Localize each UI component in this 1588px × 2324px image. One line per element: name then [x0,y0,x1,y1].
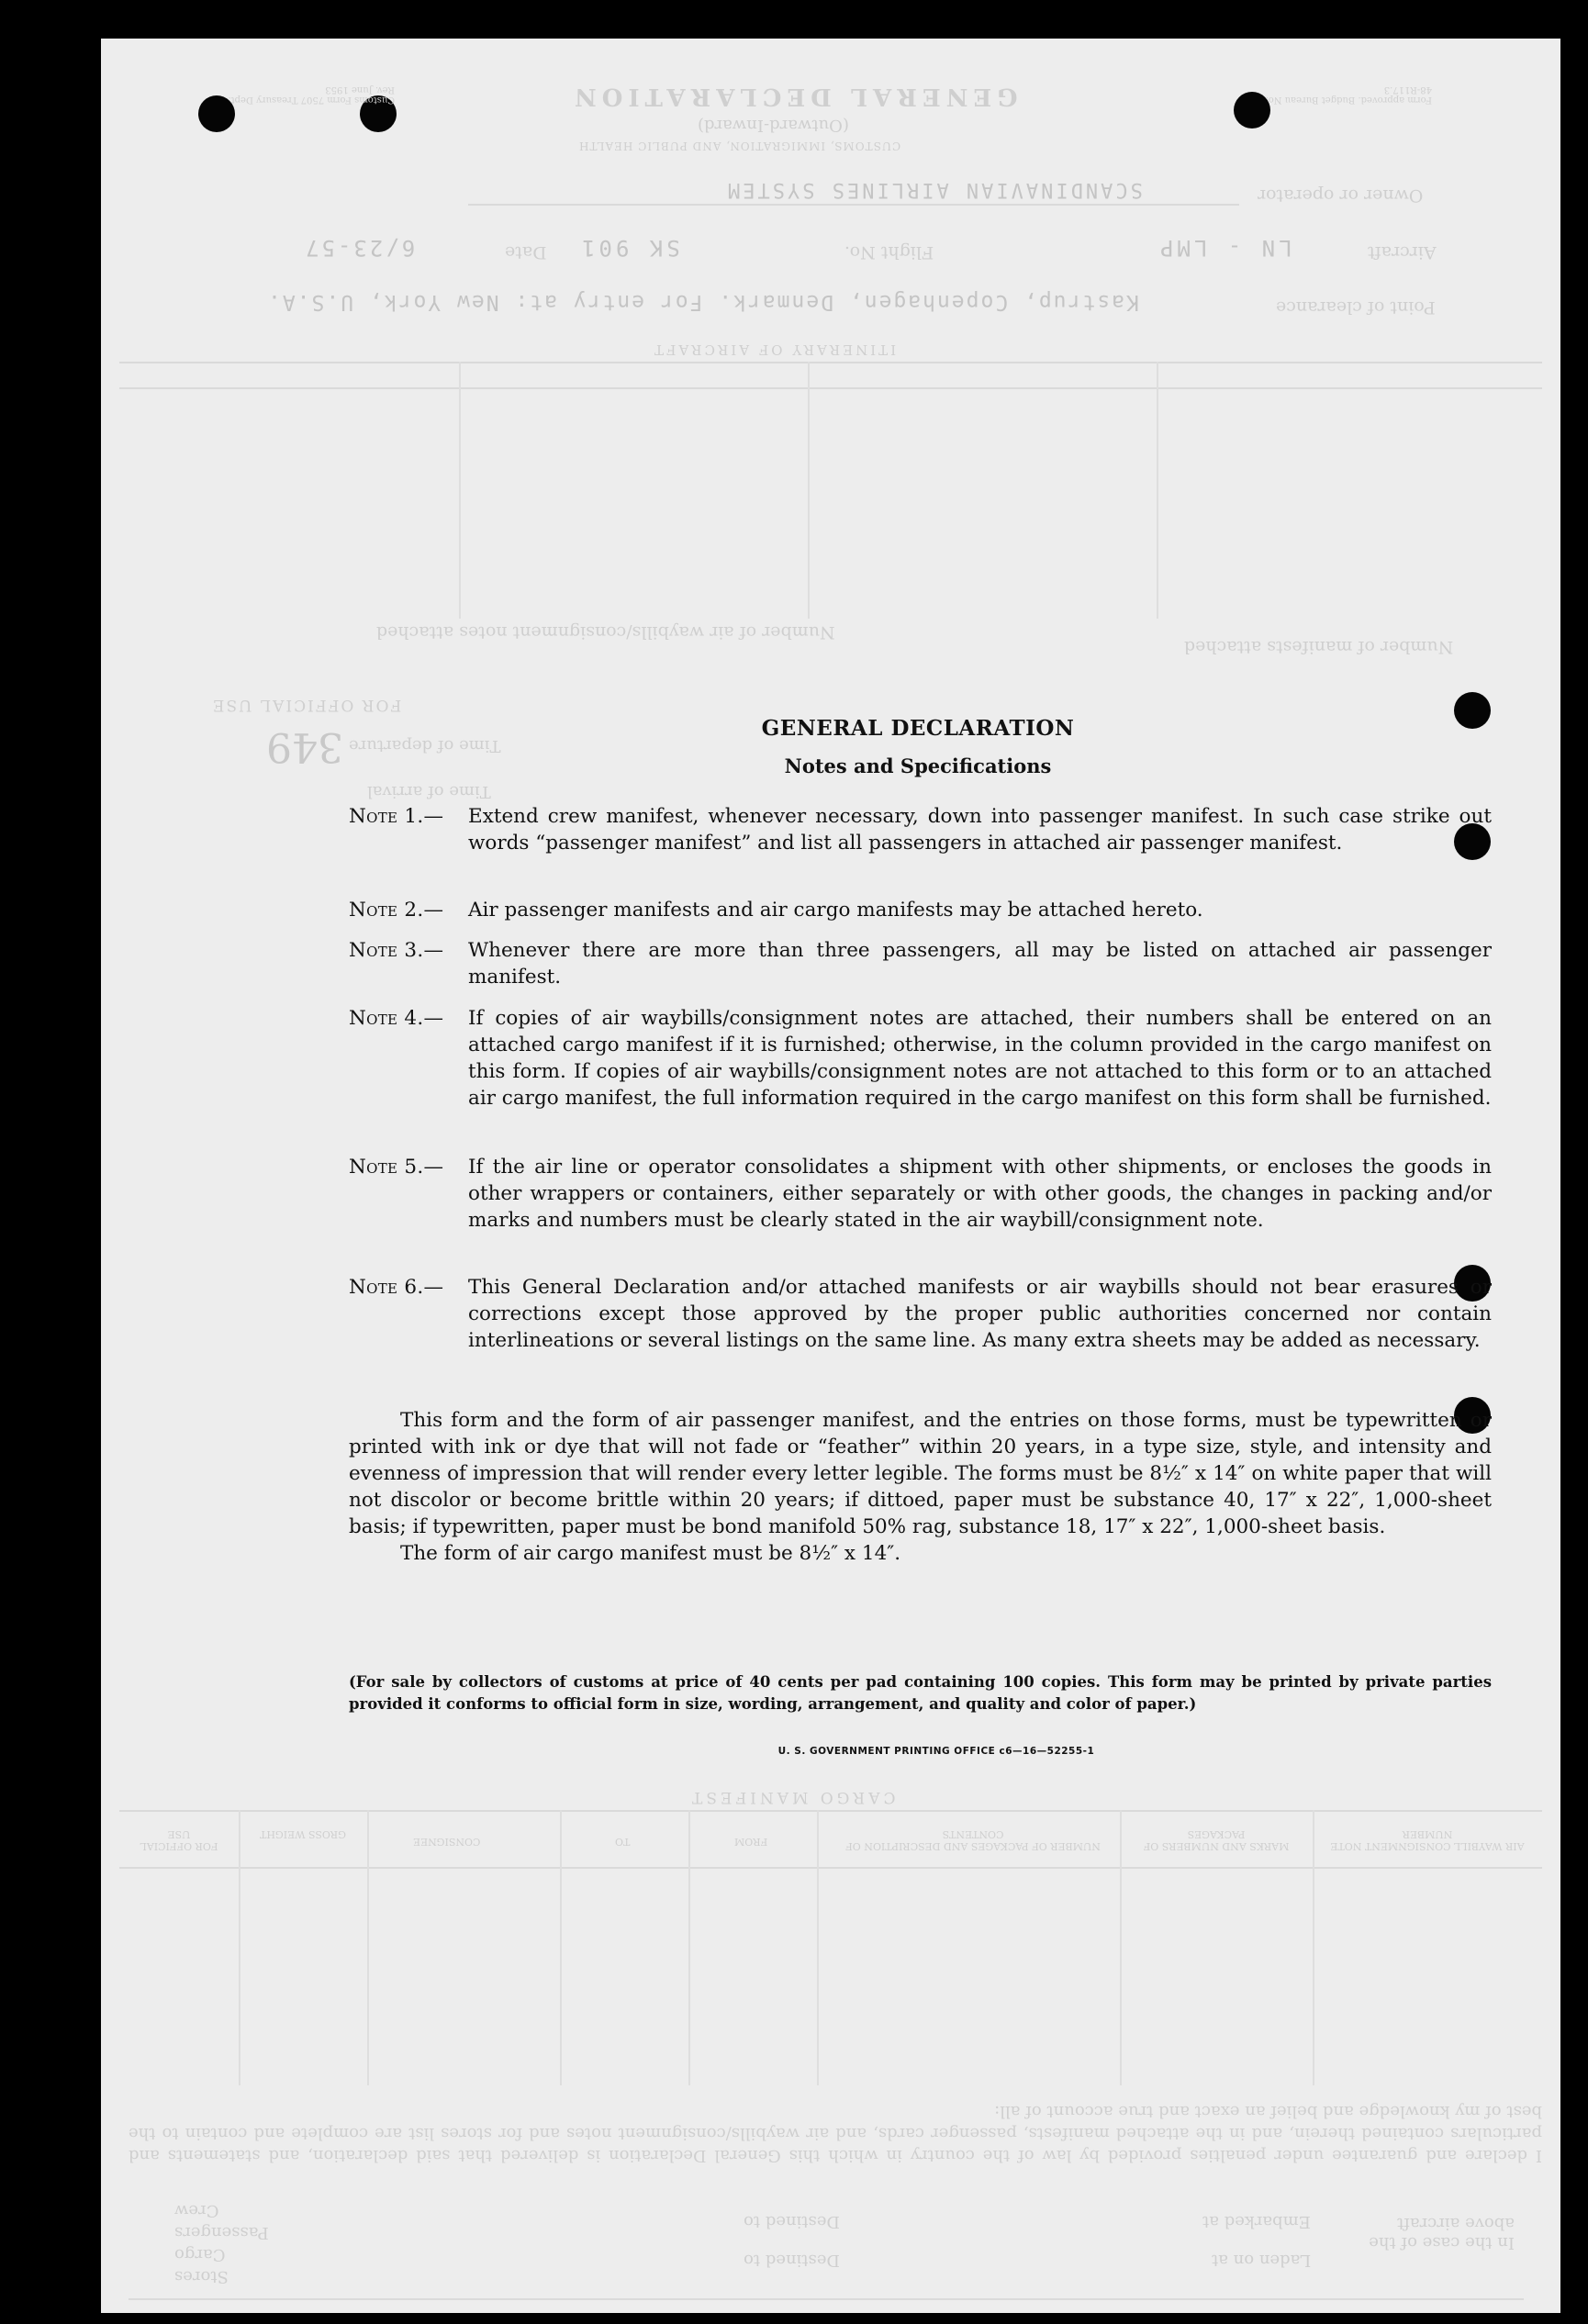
note-text: Whenever there are more than three passengers, all may be listed on attached air passenger manifest. [468,939,1492,989]
ghost-declaration: I declare and guarantee under penalties provided by law of the country in which this General Declaration is delivered that said declaration, and statements and particulars contained therein, and in the attached manifests, passenger cards, and air waybills/consignment notes and for stores list are complete and contain to the best of my knowledge and belief an exact and true account of all: [129,2102,1542,2165]
note-label: Note 4.— [349,1007,444,1030]
ghost-decl-cargo: Cargo [174,2245,226,2264]
punch-hole [1454,692,1491,729]
note-label: Note 1.— [349,805,444,828]
ghost-cargo-col: GROSS WEIGHT [260,1828,346,1840]
ghost-rule [560,1810,562,2085]
ghost-cargo-col: AIR WAYBILL CONSIGNMENT NOTE NUMBER [1330,1828,1525,1852]
ghost-flight-label: Flight No. [844,242,934,263]
note-label-text: Note 4. [349,1007,424,1030]
ghost-cargo-title: CARGO MANIFEST [688,1788,896,1806]
ghost-destined: Destined to [744,2251,840,2270]
ghost-time-departure: Time of departure [349,736,501,755]
ghost-owner-value: SCANDINAVIAN AIRLINES SYSTEM [725,178,1143,201]
note-5 [349,1154,1492,1234]
note-6 [349,1274,1492,1354]
ghost-cargo-col: FROM [734,1836,768,1848]
ghost-rule [1120,1810,1122,2085]
ghost-cargo-col: TO [615,1836,631,1848]
note-label-text: Note 2. [349,899,424,922]
ghost-rule [688,1810,690,2085]
ghost-date-label: Date [505,242,547,263]
ghost-embarked: Embarked at [1202,2212,1311,2231]
note-3 [349,937,1492,990]
note-label-text: Note 6. [349,1276,424,1299]
ghost-rule [808,362,810,619]
ghost-header-sub: (Outward-Inward) [698,116,849,135]
ghost-rule [367,1810,369,2085]
ghost-header-title: GENERAL DECLARATION [569,83,1018,110]
note-2 [349,897,1492,923]
note-text: If the air line or operator consolidates a shipment with other shipments, or encloses the goods in other wrappers or containers, either separately or with other goods, the changes in packing and/or marks and numbers must be clearly stated in the air waybill/consignment note. [468,1156,1492,1232]
ghost-itinerary-label: ITINERARY OF AIRCRAFT [652,341,897,358]
note-label-text: Note 1. [349,805,424,828]
ghost-rule [119,1867,1542,1869]
sale-notice: (For sale by collectors of customs at price of 40 cents per pad containing 100 copies. This form may be printed by private parties provided it conforms to official form in size, wording, arrangement, and quality and color of paper.) [349,1673,1492,1713]
note-text: This General Declaration and/or attached manifests or air waybills should not bear erasures or corrections except those approved by the proper public authorities concerned nor contain interlineations or several listings on the same line. As many extra sheets may be added as necessary. [468,1276,1492,1352]
ghost-owner-label: Owner or operator [1258,185,1424,206]
format-requirements [349,1407,1492,1567]
printing-office-line: U. S. GOVERNMENT PRINTING OFFICE c6—16—52255-1 [777,1746,1095,1757]
note-1 [349,803,1492,856]
ghost-rule [1157,362,1158,619]
ghost-flight-value: SK 901 [578,235,680,261]
note-label-text: Note 5. [349,1156,424,1179]
ghost-rule [459,362,461,619]
ghost-rule [119,362,1542,363]
ghost-clearance-value: Kastrup, Copenhagen, Denmark. For entry at: New York, U.S.A. [266,290,1139,314]
note-label: Note 2.— [349,899,444,922]
ghost-rule [817,1810,819,2085]
note-text: If copies of air waybills/consignment notes are attached, their numbers shall be entered on an attached cargo manifest if it is furnished; otherwise, in the column provided in the cargo manifest on this form. If copies of air waybills/consignment notes are not attached to this form or to an attached air cargo manifest, the full information required in the cargo manifest on this form shall be furnished. [468,1007,1492,1110]
ghost-destined: Destined to [744,2212,840,2231]
ghost-cargo-col: CONSIGNEE [413,1836,481,1848]
ghost-cargo-col: NUMBER OF PACKAGES AND DESCRIPTION OF CONTENTS [845,1828,1101,1852]
format-paragraph: This form and the form of air passenger manifest, and the entries on those forms, must be typewritten or printed with ink or dye that will not fade or “feather” within 20 years, in a type size, style, and intensity and evenness of impression that will render every letter legible. The forms must be 8½″ x 14″ on white paper that will not discolor or become brittle within 20 years; if dittoed, paper must be substance 40, 17″ x 22″, 1,000-sheet basis; if typewritten, paper must be bond manifold 50% rag, substance 18, 17″ x 22″, 1,000-sheet basis. [349,1409,1492,1538]
note-label: Note 5.— [349,1156,444,1179]
ghost-laden: Laden on at [1212,2251,1312,2270]
ghost-rule [239,1810,240,2085]
ghost-cargo-col: MARKS AND NUMBERS OF PACKAGES [1143,1828,1290,1852]
note-label-text: Note 3. [349,939,424,962]
ghost-aircraft-label: Aircraft [1368,242,1437,263]
note-text: Extend crew manifest, whenever necessary, down into passenger manifest. In such case strike out words “passenger manifest” and list all passengers in attached air passenger manifest. [468,805,1492,855]
ghost-case-note: In the case of the above aircraft [1369,2214,1515,2252]
note-label: Note 3.— [349,939,444,962]
ghost-decl-crew: Crew [174,2201,219,2220]
document-sheet [101,39,1560,2313]
ghost-time-arrival: Time of arrival [367,782,491,801]
note-label: Note 6.— [349,1276,444,1299]
ghost-date-value: 6/23-57 [303,235,416,261]
page-title: GENERAL DECLARATION [761,716,1075,741]
ghost-clearance-label: Point of clearance [1276,297,1436,318]
ghost-official-use: FOR OFFICIAL USE [211,696,402,714]
ghost-corner-right: Customs Form 7507 Treasury Dept. Rev. June 1953 [228,84,395,105]
ghost-rule [119,387,1542,389]
cargo-format-paragraph: The form of air cargo manifest must be 8½″ x 14″. [400,1542,901,1565]
ghost-manifests-label: Number of manifests attached [1184,637,1454,657]
ghost-waybills-label: Number of air waybills/consignment notes attached [376,622,835,642]
ghost-decl-passengers: Passengers [174,2223,269,2242]
ghost-cargo-col: FOR OFFICIAL USE [140,1828,218,1852]
ghost-rule [468,204,1239,206]
ghost-aircraft-value: LN - LMP [1157,235,1292,261]
ghost-rule [119,1810,1542,1812]
note-text: Air passenger manifests and air cargo manifests may be attached hereto. [468,899,1203,922]
page-subtitle: Notes and Specifications [784,754,1052,777]
ghost-official-number: 349 [266,723,343,770]
ghost-decl-stores: Stores [174,2267,229,2286]
note-4 [349,1005,1492,1112]
ghost-header-agency: CUSTOMS, IMMIGRATION, AND PUBLIC HEALTH [578,140,901,152]
ghost-rule [1313,1810,1314,2085]
ghost-rule [129,2298,1524,2300]
ghost-corner-left: Form approved. Budget Bureau No. 48-R117.3 [1265,84,1432,105]
